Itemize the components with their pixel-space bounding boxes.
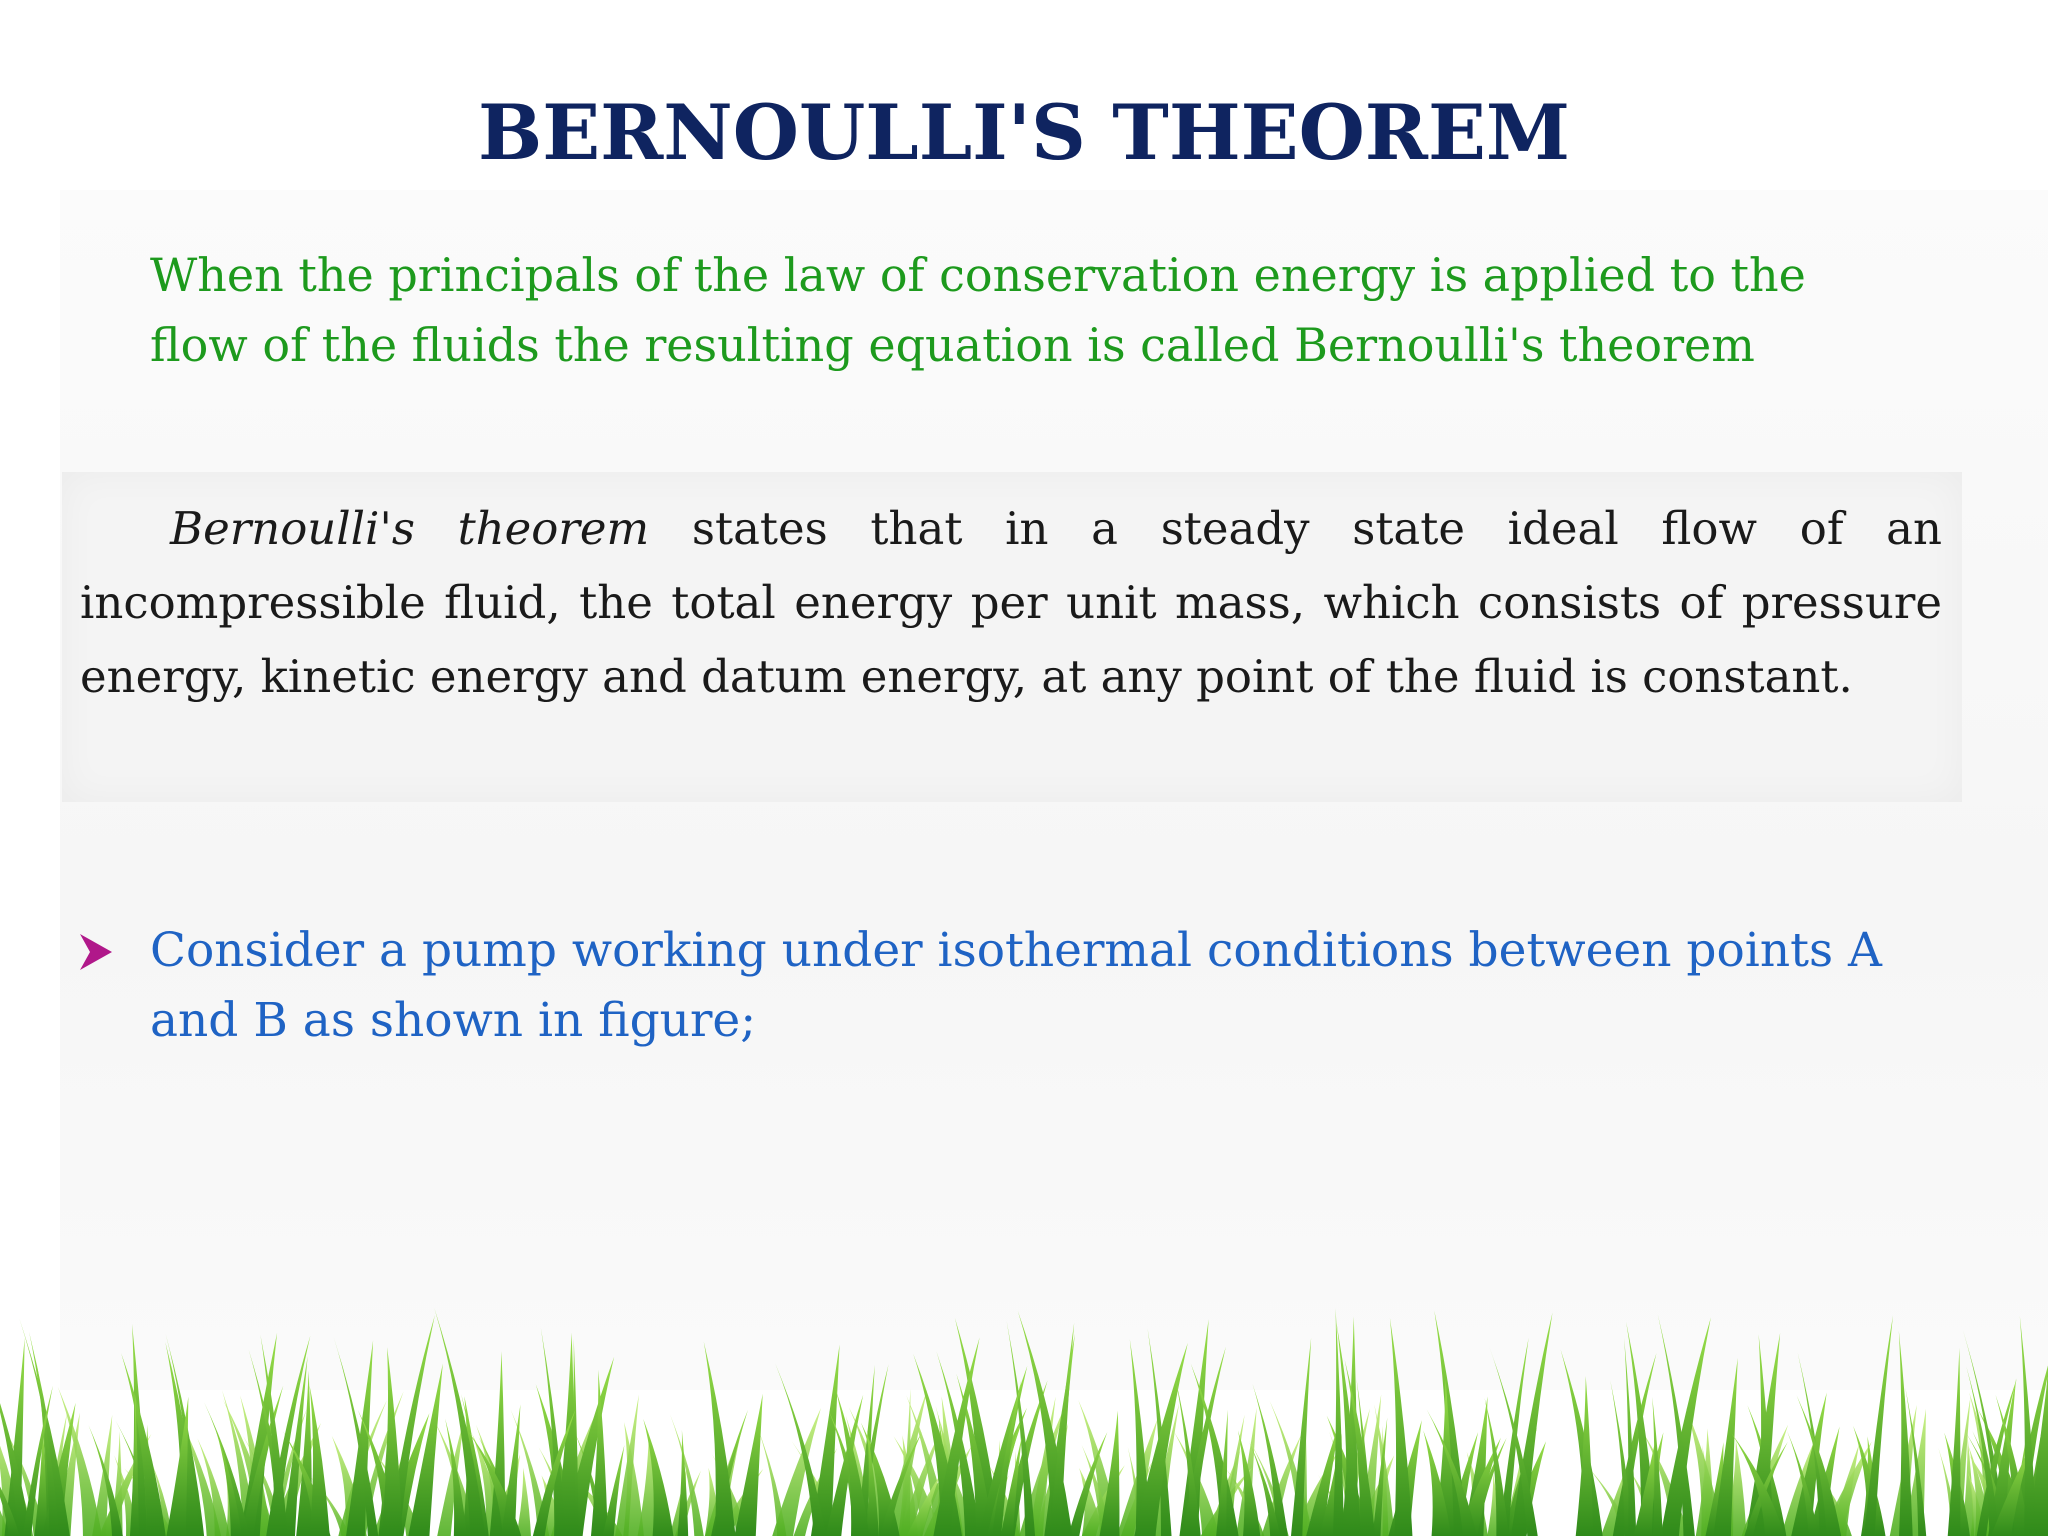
intro-paragraph: When the principals of the law of conservation energy is applied to the flow of the fluids the resulting equation is called Bernoulli's theorem — [150, 248, 1806, 372]
bullet-text: Consider a pump working under isothermal conditions between points A and B as shown in figure; — [150, 923, 1882, 1048]
definition-text: states that in a steady state ideal flow of an incompressible fluid, the total energy per unit mass, which consists of pressure energy, kinetic energy and datum energy, at any point of the fluid is constant. — [80, 502, 1942, 703]
definition-term: Bernoulli's theorem — [170, 502, 650, 555]
scanned-definition-image — [62, 472, 1962, 802]
slide-title: BERNOULLI'S THEOREM — [477, 88, 1571, 177]
grass-border-decoration — [0, 1300, 2048, 1536]
arrow-bullet-icon — [78, 932, 114, 972]
definition-paragraph — [80, 492, 1942, 714]
